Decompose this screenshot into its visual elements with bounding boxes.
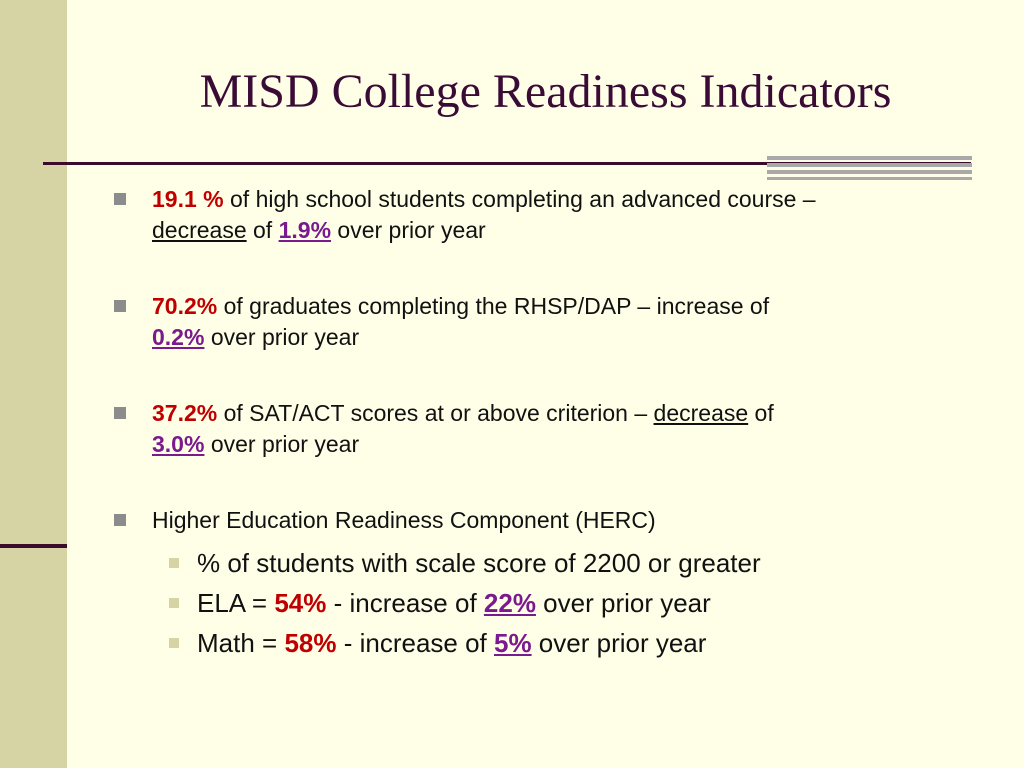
sub-bullet-scale-score xyxy=(114,543,994,583)
change-value: 0.2% xyxy=(152,324,205,350)
title-underline-accent xyxy=(767,156,972,180)
sub-bullet-text: - increase of xyxy=(336,628,494,658)
metric-value: 70.2% xyxy=(152,293,218,319)
metric-value: 37.2% xyxy=(152,400,218,426)
sub-bullet-label: Math = xyxy=(197,628,285,658)
bullet-text: of xyxy=(748,400,774,426)
bullet-text: of graduates completing the RHSP/DAP – increase of xyxy=(217,293,770,319)
sub-bullet-text: - increase of xyxy=(326,588,484,618)
square-bullet-icon xyxy=(114,514,126,526)
bullet-text: of xyxy=(246,217,279,243)
bullet-text: over prior year xyxy=(331,217,486,243)
square-bullet-icon xyxy=(114,300,126,312)
bullet-rhsp-dap xyxy=(114,291,994,353)
metric-value: 19.1 % xyxy=(152,186,224,212)
sub-bullet-math xyxy=(114,623,994,663)
bullet-text: Higher Education Readiness Component (HERC) xyxy=(152,507,656,533)
square-bullet-icon xyxy=(114,407,126,419)
sub-bullet-ela xyxy=(114,583,994,623)
left-sidebar-band xyxy=(0,0,67,768)
bullet-text: of SAT/ACT scores at or above criterion – xyxy=(217,400,654,426)
metric-value: 54% xyxy=(274,588,327,618)
change-value: 5% xyxy=(494,628,532,658)
sub-bullet-text: over prior year xyxy=(531,628,707,658)
square-bullet-icon xyxy=(169,558,179,568)
slide-title: MISD College Readiness Indicators xyxy=(199,65,892,118)
decrease-label: decrease xyxy=(653,400,749,426)
sub-bullet-label: ELA = xyxy=(197,588,275,618)
bullet-advanced-course xyxy=(114,184,994,246)
change-value: 22% xyxy=(483,588,536,618)
sub-bullet-text: % of students with scale score of 2200 or greater xyxy=(197,548,761,578)
change-value: 3.0% xyxy=(152,431,205,457)
square-bullet-icon xyxy=(169,638,179,648)
square-bullet-icon xyxy=(169,598,179,608)
metric-value: 58% xyxy=(284,628,337,658)
bullet-text: over prior year xyxy=(204,431,360,457)
sub-bullet-text: over prior year xyxy=(535,588,711,618)
sidebar-divider xyxy=(0,544,67,548)
square-bullet-icon xyxy=(114,193,126,205)
bullet-text: over prior year xyxy=(204,324,360,350)
bullet-text: of high school students completing an advanced course – xyxy=(223,186,816,212)
bullet-herc xyxy=(114,505,994,536)
decrease-label: decrease xyxy=(152,217,247,243)
change-value: 1.9% xyxy=(278,217,332,243)
slide-body xyxy=(114,184,994,663)
bullet-sat-act xyxy=(114,398,994,460)
